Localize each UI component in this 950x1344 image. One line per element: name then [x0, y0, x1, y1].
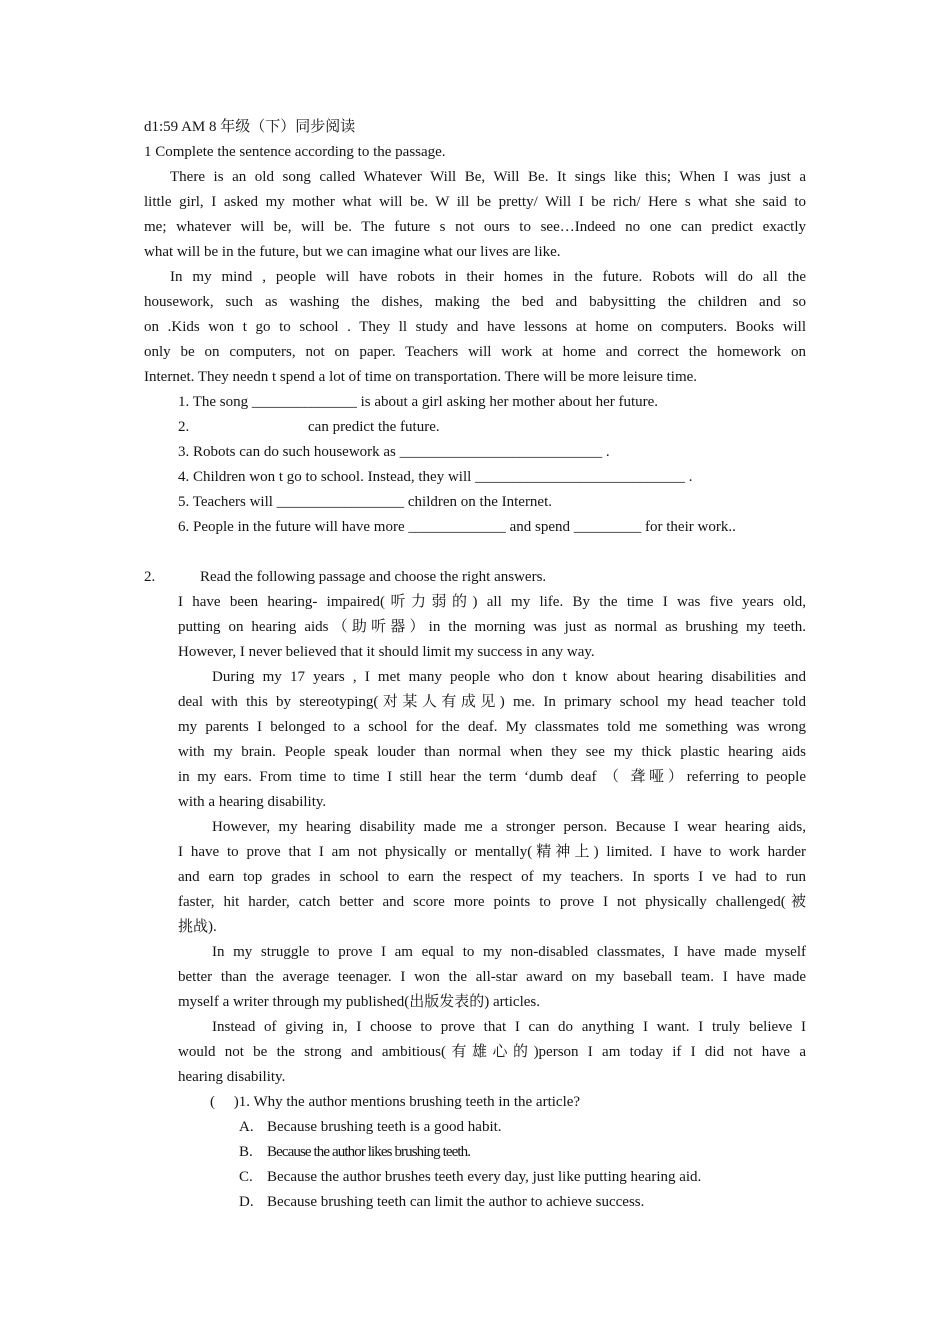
question-text: The song ______________ is about a girl asking her mother about her future. [192, 394, 659, 410]
passage-line: me; whatever will be, will be. The future s not ours to see…Indeed no one can predict exactly [144, 219, 806, 235]
mcq-text: Why the author mentions brushing teeth in the article? [253, 1094, 581, 1110]
passage-line: However, I never believed that it should limit my success in any way. [178, 644, 595, 660]
option-letter: C. [239, 1169, 253, 1185]
section1-paragraph-1 [0, 165, 950, 265]
option-letter: D. [239, 1194, 254, 1210]
passage-line: what will be in the future, but we can imagine what our lives are like. [144, 244, 561, 260]
section2-heading [144, 565, 950, 590]
section2-instruction: Read the following passage and choose the right answers. [200, 569, 547, 585]
option-c [239, 1165, 950, 1190]
passage-line: myself a writer through my published(出版发表的) articles. [178, 994, 541, 1010]
passage-line: However, my hearing disability made me a stronger person. Because I wear hearing aids, [212, 819, 806, 835]
passage-line: I have to prove that I am not physically or mentally(精神上) limited. I have to work harder [178, 844, 806, 860]
section2-paragraph-4 [0, 940, 950, 1015]
question-number: 5. [178, 494, 190, 510]
section1-paragraph-2 [0, 265, 950, 390]
option-letter: A. [239, 1119, 254, 1135]
passage-line: little girl, I asked my mother what will be. W ill be pretty/ Will I be rich/ Here s what she said to [144, 194, 806, 210]
question-number: 1. [178, 394, 190, 410]
question-text: People in the future will have more _____________ and spend _________ for their work.. [193, 519, 736, 535]
multiple-choice-question-1 [0, 1090, 950, 1215]
question-text: Robots can do such housework as ___________________________ . [193, 444, 610, 460]
passage-line: would not be the strong and ambitious(有雄心的)person I am today if I did not have a [178, 1044, 806, 1060]
passage-line: in my ears. From time to time I still hear the term ‘dumb deaf （ 聋哑）referring to people [178, 769, 806, 785]
passage-line: Instead of giving in, I choose to prove that I can do anything I want. I truly believe I [212, 1019, 806, 1035]
question-3 [178, 440, 950, 465]
question-6 [178, 515, 950, 540]
question-number: 3. [178, 444, 190, 460]
option-text: Because the author brushes teeth every day, just like putting hearing aid. [267, 1169, 702, 1185]
question-text: can predict the future. [308, 419, 440, 435]
passage-line: There is an old song called Whatever Will Be, Will Be. It sings like this; When I was just a [170, 169, 806, 185]
section2-paragraph-2 [0, 665, 950, 815]
passage-line: my parents I belonged to a school for the deaf. My classmates told me something was wrong [178, 719, 806, 735]
passage-line: 挑战). [178, 919, 217, 935]
page-header: d1:59 AM 8 年级（下）同步阅读 [144, 119, 356, 135]
question-2 [178, 415, 950, 440]
option-text: Because the author likes brushing teeth. [267, 1144, 471, 1160]
option-a [239, 1115, 950, 1140]
option-b [239, 1140, 950, 1165]
section1-instruction: 1 Complete the sentence according to the passage. [144, 144, 446, 160]
option-d [239, 1190, 950, 1215]
passage-line: housework, such as washing the dishes, making the bed and babysitting the children and so [144, 294, 806, 310]
passage-line: putting on hearing aids（助听器）in the morning was just as normal as brushing my teeth. [178, 619, 806, 635]
option-text: Because brushing teeth is a good habit. [267, 1119, 502, 1135]
option-text: Because brushing teeth can limit the author to achieve success. [267, 1194, 645, 1210]
passage-line: I have been hearing- impaired(听力弱的) all my life. By the time I was five years old, [178, 594, 806, 610]
passage-line: In my mind , people will have robots in their homes in the future. Robots will do all the [170, 269, 806, 285]
passage-line: only be on computers, not on paper. Teachers will work at home and correct the homework on [144, 344, 806, 360]
question-number: 2. [178, 419, 190, 435]
passage-line: and earn top grades in school to earn the respect of my teachers. In sports I ve had to run [178, 869, 806, 885]
mcq-stem [210, 1090, 950, 1115]
worksheet-content [0, 115, 950, 1215]
section2-paragraph-5 [0, 1015, 950, 1090]
passage-line: During my 17 years , I met many people who don t know about hearing disabilities and [212, 669, 806, 685]
passage-line: with my brain. People speak louder than normal when they see my thick plastic hearing aids [178, 744, 806, 760]
passage-line: faster, hit harder, catch better and score more points to prove I not physically challenged(被 [178, 894, 806, 910]
spacer [0, 540, 950, 565]
question-4 [178, 465, 950, 490]
question-text: Teachers will _________________ children on the Internet. [192, 494, 553, 510]
question-text: Children won t go to school. Instead, they will ____________________________ . [193, 469, 693, 485]
section2-paragraph-3 [0, 815, 950, 940]
passage-line: better than the average teenager. I won the all-star award on my baseball team. I have made [178, 969, 806, 985]
section2-number: 2. [144, 569, 156, 585]
question-5 [178, 490, 950, 515]
question-number: 4. [178, 469, 190, 485]
section1-questions [0, 390, 950, 540]
passage-line: deal with this by stereotyping(对某人有成见) me. In primary school my head teacher told [178, 694, 806, 710]
section2-paragraph-1 [0, 590, 950, 665]
passage-line: with a hearing disability. [178, 794, 327, 810]
question-1 [178, 390, 950, 415]
passage-line: hearing disability. [178, 1069, 286, 1085]
passage-line: on .Kids won t go to school . They ll study and have lessons at home on computers. Books will [144, 319, 806, 335]
passage-line: In my struggle to prove I am equal to my non-disabled classmates, I have made myself [212, 944, 806, 960]
answer-bracket: ( )1. [210, 1094, 250, 1110]
option-letter: B. [239, 1144, 253, 1160]
passage-line: Internet. They needn t spend a lot of time on transportation. There will be more leisure time. [144, 369, 698, 385]
question-number: 6. [178, 519, 190, 535]
